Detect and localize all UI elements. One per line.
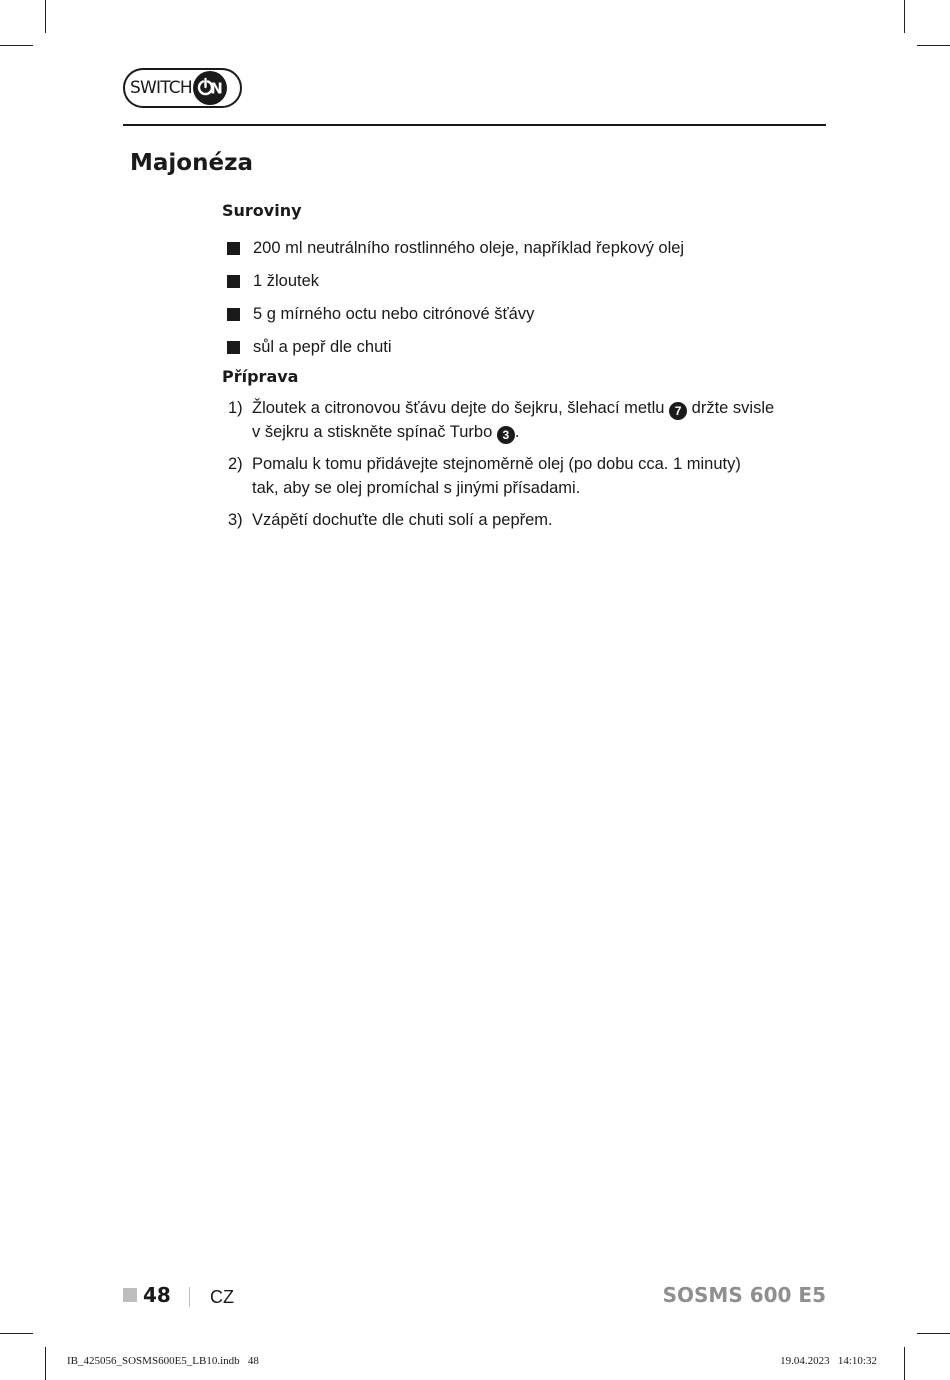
- bullet-square-icon: [227, 341, 240, 354]
- crop-mark: [0, 45, 33, 46]
- step-text-segment: Pomalu k tomu přidávejte stejnoměrně olej (po dobu cca. 1 minuty): [252, 455, 741, 473]
- ingredient-text: 200 ml neutrálního rostlinného oleje, například řepkový olej: [253, 239, 685, 257]
- language-code: CZ: [210, 1287, 234, 1307]
- print-slug-file: IB_425056_SOSMS600E5_LB10.indb 48: [67, 1355, 259, 1367]
- step-number: 3): [228, 511, 243, 529]
- bullet-square-icon: [227, 308, 240, 321]
- crop-mark: [45, 0, 46, 33]
- ingredient-text: 5 g mírného octu nebo citrónové šťávy: [253, 305, 535, 323]
- step-number: 1): [228, 399, 243, 417]
- header-rule: [123, 124, 826, 126]
- step-text: [252, 508, 788, 532]
- list-item: [227, 331, 684, 364]
- step-text: [252, 452, 788, 500]
- page-number: 48: [143, 1283, 171, 1307]
- crop-mark: [45, 1347, 46, 1380]
- step-text-segment: držte svisle: [687, 399, 775, 417]
- step-text-segment: Vzápětí dochuťte dle chuti solí a pepřem.: [252, 511, 553, 529]
- crop-mark: [904, 1347, 905, 1380]
- ingredient-text: sůl a pepř dle chuti: [253, 338, 392, 356]
- list-item: [227, 232, 684, 265]
- print-slug-timestamp: 19.04.2023 14:10:32: [780, 1355, 877, 1367]
- logo-text: SWITCH: [130, 77, 192, 98]
- power-icon: [193, 71, 227, 105]
- crop-mark: [917, 45, 950, 46]
- preparation-heading: Příprava: [222, 367, 299, 386]
- step-text-segment: tak, aby se olej promíchal s jinými přísadami.: [252, 479, 581, 497]
- switchon-logo: [123, 68, 242, 108]
- step-item: [228, 508, 788, 532]
- step-number: 2): [228, 455, 243, 473]
- part-number-badge-icon: 3: [497, 426, 515, 444]
- ingredient-text: 1 žloutek: [253, 272, 320, 290]
- step-text-segment: v šejkru a stiskněte spínač Turbo: [252, 423, 497, 441]
- logo-power-letters: N: [210, 79, 223, 98]
- ingredients-heading: Suroviny: [222, 201, 302, 220]
- crop-mark: [904, 0, 905, 33]
- preparation-steps: [228, 396, 788, 540]
- crop-mark: [0, 1333, 33, 1334]
- page-title: Majonéza: [130, 150, 253, 176]
- ingredients-list: [227, 232, 684, 364]
- step-text: [252, 396, 788, 444]
- footer-divider: [189, 1287, 190, 1307]
- list-item: [227, 298, 684, 331]
- bullet-square-icon: [227, 275, 240, 288]
- crop-mark: [917, 1333, 950, 1334]
- step-text-segment: .: [514, 423, 520, 441]
- part-number-badge-icon: 7: [669, 402, 687, 420]
- list-item: [227, 265, 684, 298]
- footer-square-icon: [123, 1288, 137, 1302]
- model-name: SOSMS 600 E5: [662, 1283, 826, 1307]
- step-item: [228, 452, 788, 500]
- step-text-segment: Žloutek a citronovou šťávu dejte do šejkru, šlehací metlu: [252, 399, 670, 417]
- bullet-square-icon: [227, 242, 240, 255]
- step-item: [228, 396, 788, 444]
